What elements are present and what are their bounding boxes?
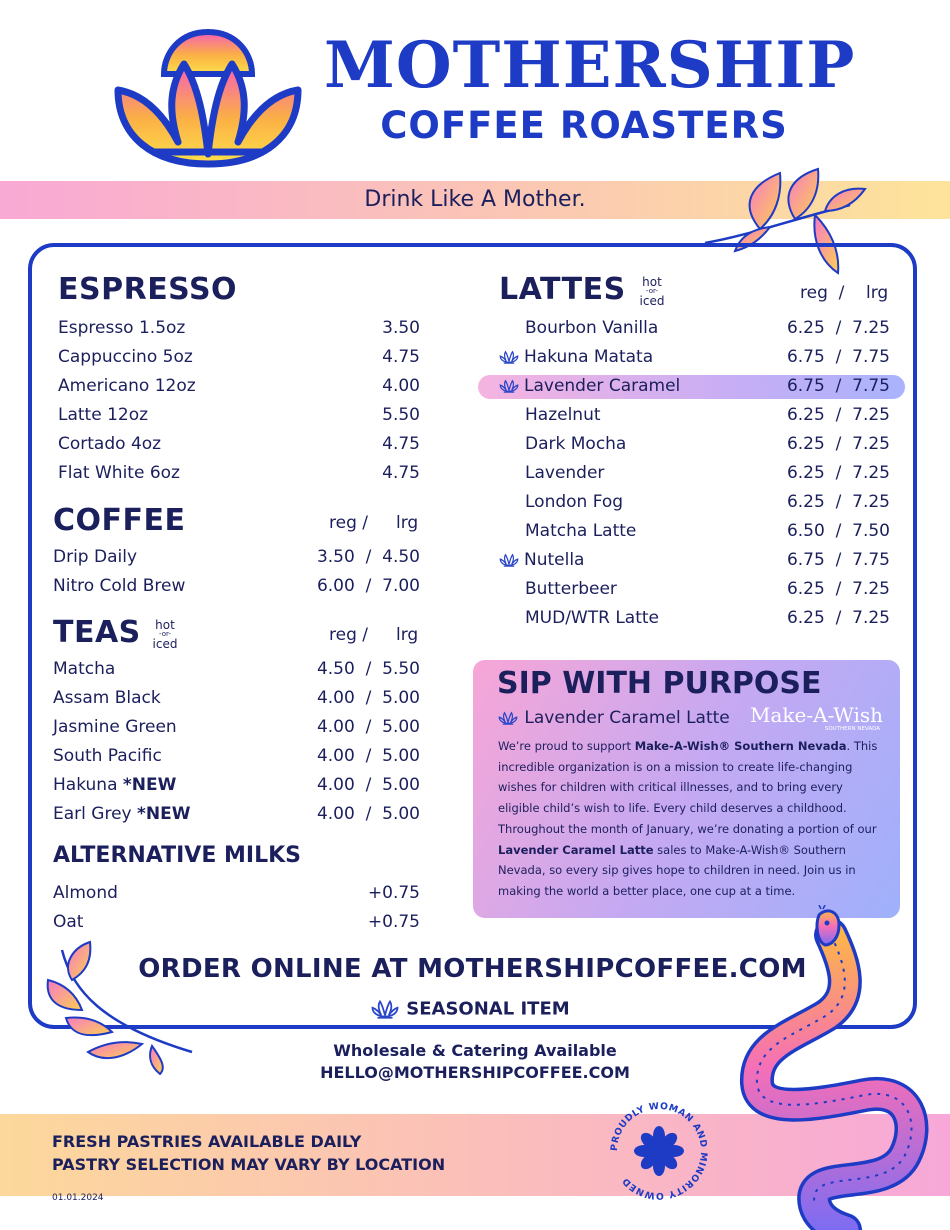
item-name: Espresso 1.5oz: [58, 318, 186, 338]
list-item: [498, 430, 890, 459]
reg-price: 6.25: [786, 492, 825, 512]
list-item: [53, 771, 420, 800]
item-price: 4.50 / 5.50: [316, 659, 420, 679]
sip-title: SIP WITH PURPOSE: [497, 666, 822, 701]
lrg-price: 7.25: [852, 579, 890, 599]
item-price: +0.75: [367, 883, 420, 903]
list-item: [498, 459, 890, 488]
list-item: [498, 517, 890, 546]
item-price: 6.25 / 7.25: [786, 492, 890, 512]
new-tag: *NEW: [137, 804, 191, 824]
lattes-lrg-header: lrg: [866, 283, 889, 303]
list-item: [53, 713, 420, 742]
list-item: [58, 459, 420, 488]
sip-drink-name: Lavender Caramel Latte: [524, 708, 730, 728]
lrg-price: 7.75: [852, 376, 890, 396]
item-price: 4.75: [382, 463, 420, 483]
reg-price: 6.25: [786, 608, 825, 628]
reg-price: 6.75: [786, 347, 825, 367]
sip-with-purpose-box: [473, 660, 900, 918]
coffee-reg-header: reg /: [329, 513, 369, 533]
brand-subtitle: COFFEE ROASTERS: [380, 104, 788, 147]
item-price: 6.25 / 7.25: [786, 405, 890, 425]
item-price: 6.00 / 7.00: [316, 576, 420, 596]
item-name: Bourbon Vanilla: [525, 318, 659, 338]
item-price: 3.50: [382, 318, 420, 338]
item-name: Oat: [53, 912, 84, 932]
reg-price: 6.25: [786, 405, 825, 425]
reg-price: 3.50: [316, 547, 355, 567]
item-name: Americano 12oz: [58, 376, 196, 396]
sip-text-2: . This incredible organization is on a mission to create life-changing wishes for children with critical illnesses, and to bring every eligible child’s wish to life. Every child deserves a childhood. Throughout the month of January, we’re donating a portion of our: [498, 739, 878, 836]
teas-reg-header: reg /: [329, 625, 369, 645]
list-item: [498, 604, 890, 633]
sip-text-bold-1: Make-A-Wish® Southern Nevada: [634, 739, 847, 753]
lrg-price: 5.00: [382, 775, 420, 795]
item-name: Matcha Latte: [525, 521, 637, 541]
item-name: Almond: [53, 883, 118, 903]
reg-price: 6.25: [786, 318, 825, 338]
milks-heading: ALTERNATIVE MILKS: [53, 843, 302, 868]
item-name: Hakuna Matata: [524, 347, 654, 367]
list-item: [58, 372, 420, 401]
pastry-line-2: PASTRY SELECTION MAY VARY BY LOCATION: [52, 1155, 446, 1174]
hot-label: hot: [642, 275, 662, 289]
reg-price: 4.00: [316, 804, 355, 824]
list-item: [498, 546, 890, 575]
reg-price: 6.00: [316, 576, 355, 596]
or-label: -or-: [159, 630, 171, 638]
item-name: London Fog: [525, 492, 624, 512]
item-name: Lavender: [525, 463, 605, 483]
make-a-wish-wordmark: Make-A-Wish: [750, 703, 883, 727]
sip-description: [498, 736, 883, 902]
seasonal-shell-icon: [497, 711, 519, 725]
reg-price: 4.00: [316, 746, 355, 766]
item-price: 6.25 / 7.25: [786, 463, 890, 483]
lrg-price: 7.25: [852, 492, 890, 512]
item-name: Lavender Caramel: [524, 376, 681, 396]
lrg-price: 4.50: [382, 547, 420, 567]
item-price: 6.75 / 7.75: [786, 376, 890, 396]
list-item: [498, 372, 890, 401]
brand-block: [324, 28, 856, 148]
coffee-lrg-header: lrg: [396, 513, 419, 533]
item-price: 6.50 / 7.50: [786, 521, 890, 541]
or-label: -or-: [646, 287, 658, 295]
lrg-price: 5.00: [382, 746, 420, 766]
wholesale-block: [250, 1040, 700, 1084]
order-online-text: ORDER ONLINE AT MOTHERSHIPCOFFEE.COM: [138, 954, 807, 984]
item-name: South Pacific: [53, 746, 162, 766]
espresso-heading: ESPRESSO: [58, 272, 238, 307]
item-price: 6.75 / 7.75: [786, 347, 890, 367]
list-item: [53, 742, 420, 771]
item-name: Matcha: [53, 659, 116, 679]
item-name: Latte 12oz: [58, 405, 149, 425]
teas-list: [53, 655, 420, 829]
item-price: 6.25 / 7.25: [786, 318, 890, 338]
reg-price: 4.50: [316, 659, 355, 679]
item-name: Earl Grey: [53, 804, 137, 824]
lrg-price: 7.75: [852, 347, 890, 367]
lrg-price: 7.25: [852, 608, 890, 628]
list-item: [58, 314, 420, 343]
hot-label: hot: [155, 618, 175, 632]
list-item: [498, 343, 890, 372]
item-name: Nutella: [524, 550, 585, 570]
sip-text-3: sales to Make-A-Wish® Southern Nevada, so every sip gives hope to children in need. Join us in making the world a better place, one cup at a time.: [498, 842, 856, 898]
tagline: Drink Like A Mother.: [364, 187, 586, 212]
lrg-price: 7.25: [852, 463, 890, 483]
seasonal-shell-icon: [498, 350, 520, 364]
sip-text-bold-2: Lavender Caramel Latte: [498, 842, 654, 857]
coffee-heading: COFFEE: [53, 503, 186, 538]
list-item: [58, 401, 420, 430]
lrg-price: 7.25: [852, 318, 890, 338]
item-price: 4.00: [382, 376, 420, 396]
list-item: [498, 575, 890, 604]
lrg-price: 7.00: [382, 576, 420, 596]
reg-price: 4.00: [316, 717, 355, 737]
seasonal-label: SEASONAL ITEM: [406, 998, 570, 1020]
lrg-price: 5.50: [382, 659, 420, 679]
reg-price: 6.75: [786, 376, 825, 396]
item-name: Drip Daily: [53, 547, 138, 567]
list-item: [53, 800, 420, 829]
lrg-price: 5.00: [382, 804, 420, 824]
brand-name: MOTHERSHIP: [324, 28, 856, 103]
new-tag: *NEW: [122, 775, 177, 795]
wholesale-text: Wholesale & Catering Available: [333, 1041, 617, 1060]
woman-minority-owned-badge: [603, 1095, 715, 1207]
item-name: Flat White 6oz: [58, 463, 180, 483]
item-price: 6.75 / 7.75: [786, 550, 890, 570]
item-price: 6.25 / 7.25: [786, 434, 890, 454]
reg-price: 6.75: [786, 550, 825, 570]
lrg-price: 5.00: [382, 717, 420, 737]
item-name: Hakuna: [53, 775, 123, 795]
reg-price: 6.25: [786, 463, 825, 483]
lrg-price: 7.25: [852, 405, 890, 425]
seasonal-shell-icon: [370, 999, 400, 1019]
sip-text-1: We’re proud to support: [498, 739, 635, 753]
list-item: [498, 401, 890, 430]
lrg-price: 7.75: [852, 550, 890, 570]
item-price: 3.50 / 4.50: [316, 547, 420, 567]
lrg-price: 7.50: [852, 521, 890, 541]
item-name: Butterbeer: [525, 579, 617, 599]
item-name: Hazelnut: [525, 405, 601, 425]
teas-heading: TEAS: [53, 615, 141, 650]
list-item: [58, 430, 420, 459]
item-name: Nitro Cold Brew: [53, 576, 186, 596]
item-price: 6.25 / 7.25: [786, 608, 890, 628]
list-item: [53, 572, 420, 601]
list-item: [498, 314, 890, 343]
sip-drink: [497, 708, 730, 728]
seasonal-shell-icon: [498, 553, 520, 567]
item-price: 4.00 / 5.00: [316, 717, 420, 737]
item-name: Cappuccino 5oz: [58, 347, 193, 367]
item-name: Jasmine Green: [53, 717, 177, 737]
lattes-heading: LATTES: [499, 272, 626, 307]
pastry-line-1: FRESH PASTRIES AVAILABLE DAILY: [52, 1132, 362, 1151]
mothership-logo-icon: [112, 24, 304, 174]
item-price: 4.00 / 5.00: [316, 775, 420, 795]
item-price: +0.75: [367, 912, 420, 932]
reg-label: reg: [329, 513, 357, 533]
item-name: Cortado 4oz: [58, 434, 162, 454]
make-a-wish-sub: SOUTHERN NEVADA: [824, 726, 880, 732]
list-item: [53, 879, 420, 908]
item-price: 4.00 / 5.00: [316, 804, 420, 824]
reg-price: 4.00: [316, 775, 355, 795]
contact-email: HELLO@MOTHERSHIPCOFFEE.COM: [320, 1063, 630, 1082]
iced-label: iced: [152, 637, 178, 651]
list-item: [53, 684, 420, 713]
list-item: [58, 343, 420, 372]
espresso-list: [58, 314, 420, 488]
reg-price: 6.25: [786, 579, 825, 599]
item-price: 6.25 / 7.25: [786, 579, 890, 599]
list-item: [498, 488, 890, 517]
item-price: 4.75: [382, 434, 420, 454]
teas-lrg-header: lrg: [396, 625, 419, 645]
snake-decoration-icon: [735, 905, 935, 1230]
item-name: Dark Mocha: [525, 434, 627, 454]
item-price: 4.00 / 5.00: [316, 746, 420, 766]
milks-list: [53, 879, 420, 937]
lrg-price: 5.00: [382, 688, 420, 708]
coffee-list: [53, 543, 420, 601]
list-item: [53, 655, 420, 684]
pastry-notice: [52, 1130, 445, 1176]
item-price: 5.50: [382, 405, 420, 425]
reg-label: reg: [800, 283, 828, 303]
item-name: MUD/WTR Latte: [525, 608, 660, 628]
reg-price: 6.50: [786, 521, 825, 541]
lrg-price: 7.25: [852, 434, 890, 454]
badge-text: PROUDLY WOMAN AND MINORITY OWNED: [608, 1100, 710, 1202]
make-a-wish-logo: [749, 704, 884, 733]
seasonal-legend: [370, 998, 610, 1022]
lattes-list: [498, 314, 890, 633]
list-item: [53, 908, 420, 937]
lattes-hot-iced: [637, 276, 667, 307]
item-price: 4.75: [382, 347, 420, 367]
menu-date: 01.01.2024: [52, 1193, 104, 1203]
teas-hot-iced: [150, 619, 180, 650]
seasonal-shell-icon: [498, 379, 520, 393]
item-name: Assam Black: [53, 688, 161, 708]
iced-label: iced: [639, 294, 665, 308]
reg-price: 6.25: [786, 434, 825, 454]
lattes-reg-header: reg /: [800, 283, 845, 303]
item-price: 4.00 / 5.00: [316, 688, 420, 708]
reg-label: reg: [329, 625, 357, 645]
reg-price: 4.00: [316, 688, 355, 708]
list-item: [53, 543, 420, 572]
